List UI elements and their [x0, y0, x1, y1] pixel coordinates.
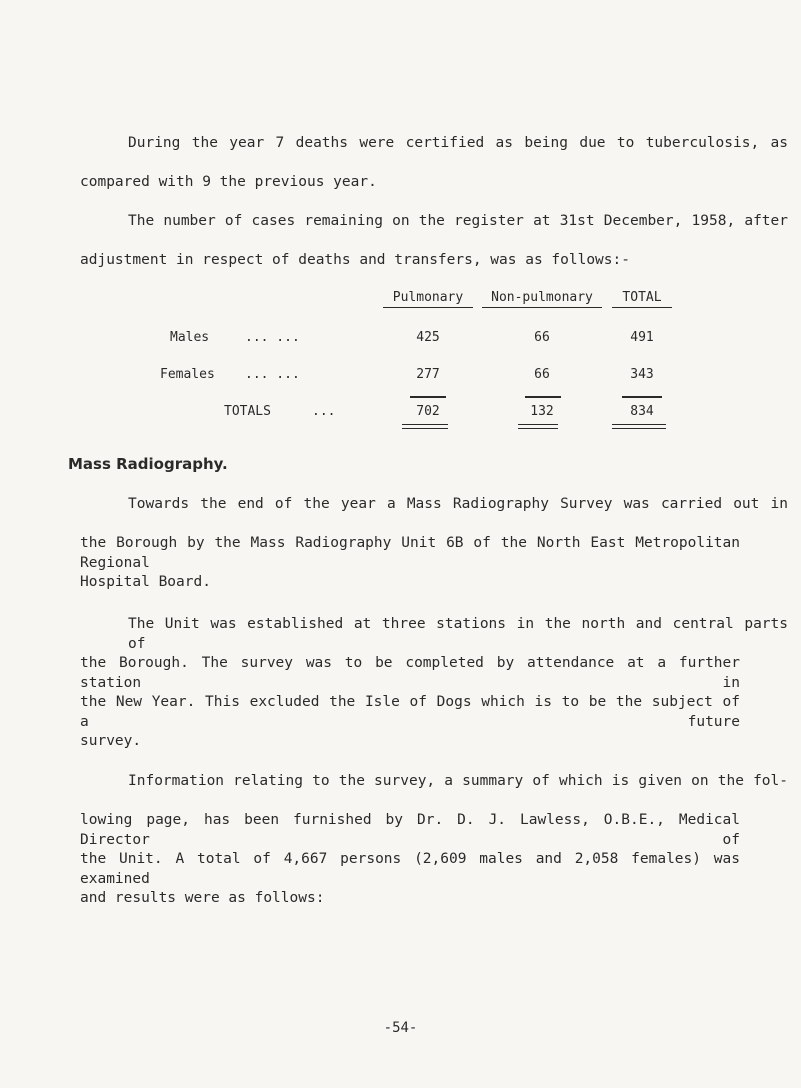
- para3-line-3: the Unit. A total of 4,667 persons (2,609 males and 2,058 females) was examined: [80, 851, 740, 887]
- header-total: TOTAL: [612, 290, 672, 308]
- row-label-females: Females: [160, 367, 215, 382]
- para1-line-3: Hospital Board.: [80, 574, 211, 590]
- males-non-pulmonary: 66: [534, 330, 550, 345]
- intro-line-2: compared with 9 the previous year.: [80, 174, 377, 190]
- row-label-males: Males: [170, 330, 210, 345]
- register-table: [0, 0, 801, 440]
- intro-line-4: adjustment in respect of deaths and transfers, was as follows:-: [80, 252, 630, 268]
- para1-line-2: the Borough by the Mass Radiography Unit 6B of the North East Metropolitan Regional: [80, 535, 740, 571]
- para2-line-3: the New Year. This excluded the Isle of Dogs which is to be the subject of a future: [80, 694, 740, 730]
- intro-line-3: The number of cases remaining on the register at 31st December, 1958, after: [128, 213, 788, 229]
- females-pulmonary: 277: [416, 367, 440, 382]
- intro-line-1: During the year 7 deaths were certified as being due to tuberculosis, as: [128, 135, 788, 151]
- para3-line-1: Information relating to the survey, a summary of which is given on the fol-: [128, 773, 788, 789]
- para2-line-4: survey.: [80, 733, 142, 749]
- totals-pulmonary: 702: [416, 404, 440, 419]
- para3-line-2: lowing page, has been furnished by Dr. D. J. Lawless, O.B.E., Medical Director of: [80, 812, 740, 848]
- row-label-totals: TOTALS: [224, 404, 271, 419]
- totals-non-pulmonary: 132: [530, 404, 554, 419]
- sum-rule-total: [622, 396, 662, 398]
- para1-line-1: Towards the end of the year a Mass Radiography Survey was carried out in: [128, 496, 788, 512]
- page-number: -54-: [383, 1020, 418, 1036]
- double-rule-pulmonary: [402, 424, 448, 429]
- double-rule-non-pulmonary: [518, 424, 558, 429]
- header-pulmonary: Pulmonary: [383, 290, 473, 308]
- para2-line-1: The Unit was established at three stations in the north and central parts of: [128, 616, 788, 652]
- sum-rule-pulmonary: [410, 396, 446, 398]
- row-dots-totals: ...: [312, 404, 336, 419]
- row-dots-females: ... ...: [245, 367, 300, 382]
- header-non-pulmonary: Non-pulmonary: [482, 290, 602, 308]
- totals-total: 834: [630, 404, 654, 419]
- double-rule-total: [612, 424, 666, 429]
- males-pulmonary: 425: [416, 330, 440, 345]
- row-dots-males: ... ...: [245, 330, 300, 345]
- females-total: 343: [630, 367, 654, 382]
- sum-rule-non-pulmonary: [525, 396, 561, 398]
- para2-line-2: the Borough. The survey was to be completed by attendance at a further station in: [80, 655, 740, 691]
- para3-line-4: and results were as follows:: [80, 890, 325, 906]
- males-total: 491: [630, 330, 654, 345]
- section-heading: Mass Radiography.: [68, 455, 228, 473]
- females-non-pulmonary: 66: [534, 367, 550, 382]
